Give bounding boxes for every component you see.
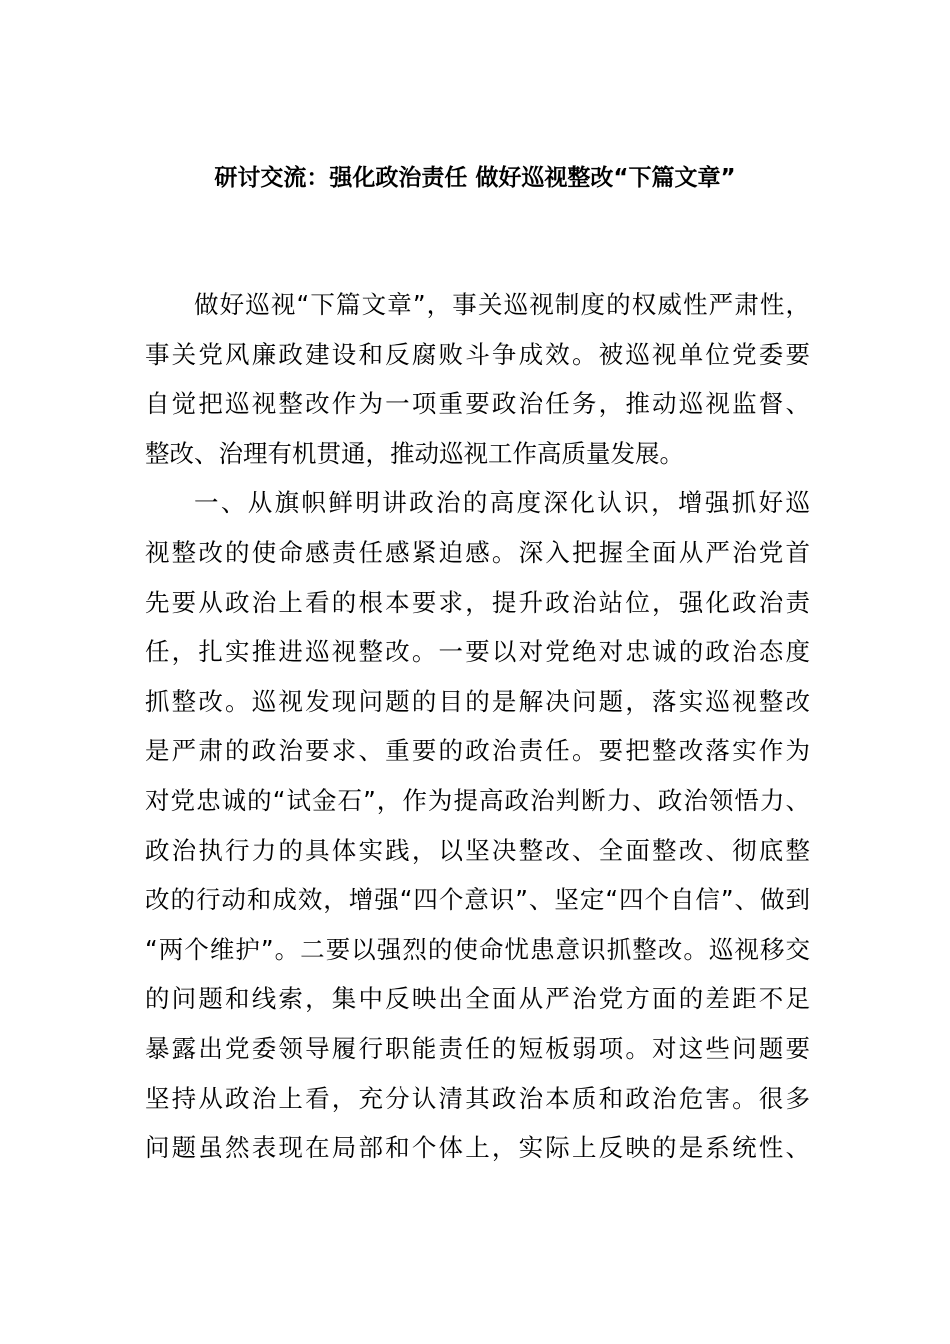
paragraph-1-line: 做好巡视“下篇文章”，事关巡视制度的权威性严肃性， bbox=[194, 290, 810, 319]
paragraph-2-line: 暴露出党委领导履行职能责任的短板弱项。对这些问题要 bbox=[145, 1033, 810, 1063]
document-body bbox=[145, 280, 810, 1173]
paragraph-2-line: 抓整改。巡视发现问题的目的是解决问题，落实巡视整改 bbox=[145, 686, 810, 716]
paragraph-1-line: 自觉把巡视整改作为一项重要政治任务，推动巡视监督、 bbox=[145, 389, 810, 419]
paragraph-2-line: 坚持从政治上看，充分认清其政治本质和政治危害。很多 bbox=[145, 1083, 810, 1113]
paragraph-2-line: “两个维护”。二要以强烈的使命忧患意识抓整改。巡视移交 bbox=[145, 934, 810, 964]
paragraph-1-line: 事关党风廉政建设和反腐败斗争成效。被巡视单位党委要 bbox=[145, 339, 810, 369]
paragraph-1-line: 整改、治理有机贯通，推动巡视工作高质量发展。 bbox=[145, 438, 684, 468]
paragraph-2-line: 是严肃的政治要求、重要的政治责任。要把整改落实作为 bbox=[145, 736, 810, 766]
paragraph-2-line: 问题虽然表现在局部和个体上，实际上反映的是系统性、 bbox=[145, 1133, 810, 1163]
paragraph-2-line: 一、从旗帜鲜明讲政治的高度深化认识，增强抓好巡 bbox=[194, 488, 810, 518]
paragraph-2-line: 视整改的使命感责任感紧迫感。深入把握全面从严治党首 bbox=[145, 537, 810, 567]
paragraph-2-line: 对党忠诚的“试金石”，作为提高政治判断力、政治领悟力、 bbox=[145, 785, 810, 815]
paragraph-2-line: 先要从政治上看的根本要求，提升政治站位，强化政治责 bbox=[145, 587, 810, 617]
paragraph-2-line: 政治执行力的具体实践，以坚决整改、全面整改、彻底整 bbox=[145, 835, 810, 865]
paragraph-2-line: 改的行动和成效，增强“四个意识”、坚定“四个自信”、做到 bbox=[145, 885, 810, 915]
paragraph-2-line: 的问题和线索，集中反映出全面从严治党方面的差距不足 bbox=[145, 984, 810, 1014]
document-title: 研讨交流：强化政治责任 做好巡视整改“下篇文章” bbox=[214, 165, 736, 191]
paragraph-2-line: 任，扎实推进巡视整改。一要以对党绝对忠诚的政治态度 bbox=[145, 637, 810, 667]
